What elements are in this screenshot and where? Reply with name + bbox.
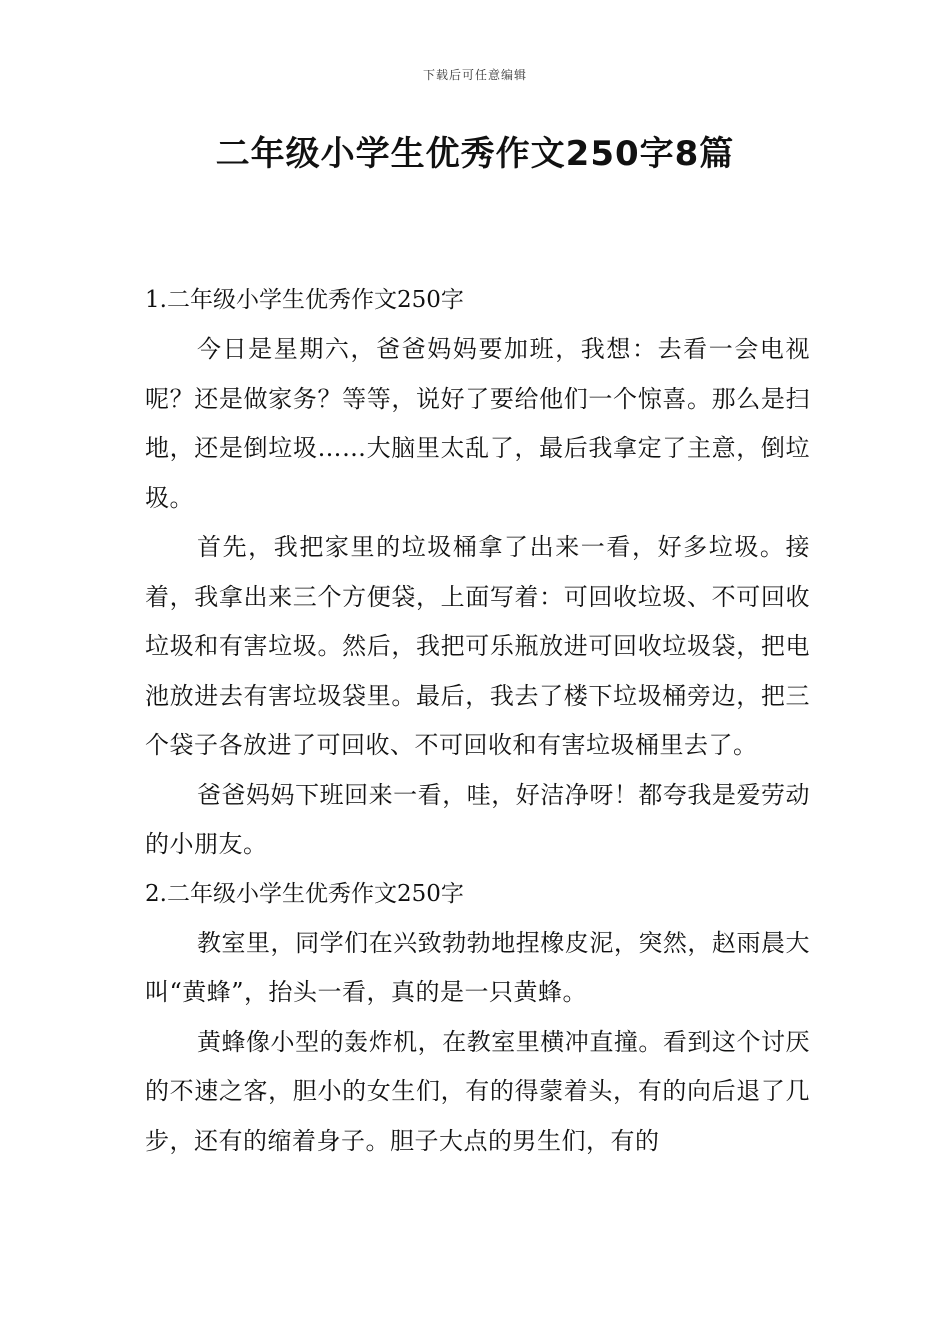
paragraph: 首先，我把家里的垃圾桶拿了出来一看，好多垃圾。接着，我拿出来三个方便袋，上面写着：可回收垃圾、不可回收垃圾和有害垃圾。然后，我把可乐瓶放进可回收垃圾袋，把电池放进去有害垃圾袋里。最后，我去了楼下垃圾桶旁边，把三个袋子各放进了可回收、不可回收和有害垃圾桶里去了。: [145, 533, 810, 759]
document-body: [145, 276, 810, 1166]
document-title: 二年级小学生优秀作文250字8篇: [215, 134, 735, 174]
paragraph: 爸爸妈妈下班回来一看，哇，好洁净呀！都夸我是爱劳动的小朋友。: [145, 780, 810, 858]
paragraph: 今日是星期六，爸爸妈妈要加班，我想：去看一会电视呢？还是做家务？等等，说好了要给他们一个惊喜。那么是扫地，还是倒垃圾……大脑里太乱了，最后我拿定了主意，倒垃圾。: [145, 335, 810, 512]
paragraph: 教室里，同学们在兴致勃勃地捏橡皮泥，突然，赵雨晨大叫“黄蜂”，抬头一看，真的是一只黄蜂。: [145, 928, 810, 1006]
section-heading: 1.二年级小学生优秀作文250字: [145, 287, 464, 313]
essay-section-1: [145, 276, 810, 870]
essay-section-2: [145, 870, 810, 1167]
header-note: 下载后可任意编辑: [422, 68, 527, 82]
paragraph: 黄蜂像小型的轰炸机，在教室里横冲直撞。看到这个讨厌的不速之客，胆小的女生们，有的得蒙着头，有的向后退了几步，还有的缩着身子。胆子大点的男生们，有的: [145, 1027, 810, 1155]
section-heading: 2.二年级小学生优秀作文250字: [145, 880, 464, 907]
